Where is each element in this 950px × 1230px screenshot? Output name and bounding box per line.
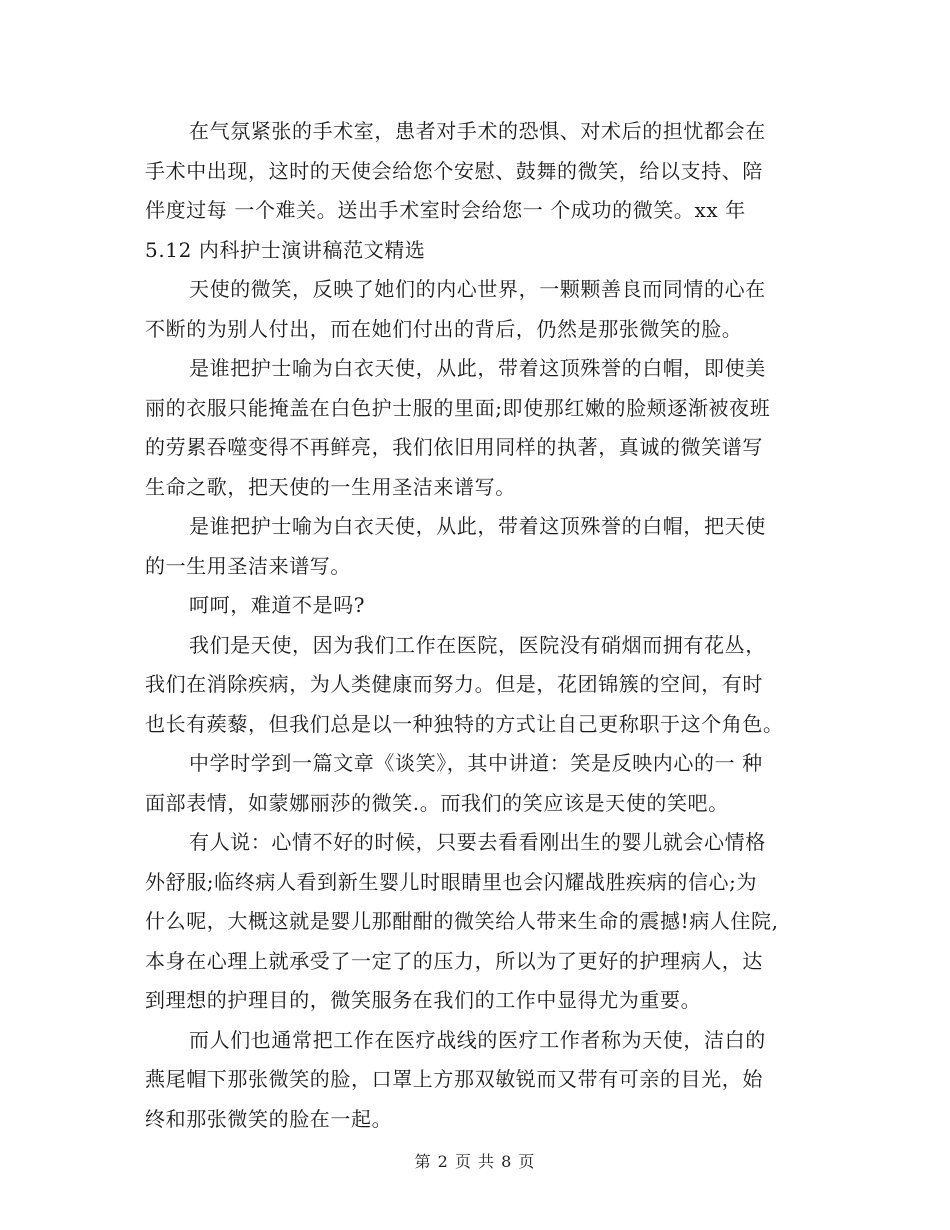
text-line: 生命之歌，把天使的一生用圣洁来谱写。: [145, 474, 516, 499]
text-line: 呵呵，难道不是吗?: [189, 593, 366, 617]
section-title-line: 5.12 内科护士演讲稿范文精选: [145, 237, 426, 262]
text-line: 外舒服;临终病人看到新生婴儿时眼睛里也会闪耀战胜疾病的信心;为: [145, 869, 758, 894]
text-line: 燕尾帽下那张微笑的脸，口罩上方那双敏锐而又带有可亲的目光，始: [145, 1067, 763, 1091]
text-line: 的劳累吞噬变得不再鲜亮，我们依旧用同样的执著，真诚的微笑谱写: [145, 435, 763, 459]
text-line: 的一生用圣洁来谱写。: [145, 553, 351, 578]
text-line: 我们在消除疾病，为人类健康而努力。但是，花团锦簇的空间，有时: [145, 672, 763, 696]
text-line: 我们是天使，因为我们工作在医院，医院没有硝烟而拥有花丛，: [189, 632, 766, 657]
text-line: 伴度过每 一个难关。送出手术室时会给您一 个成功的微笑。xx 年: [145, 198, 746, 222]
document-body: [145, 112, 815, 1139]
text-line: 天使的微笑，反映了她们的内心世界，一颗颗善良而同情的心在: [189, 277, 766, 301]
page-number-footer: 第 2 页 共 8 页: [414, 1152, 536, 1171]
text-line: 手术中出现，这时的天使会给您个安慰、鼓舞的微笑，给以支持、陪: [145, 158, 763, 183]
text-line: 有人说：心情不好的时候，只要去看看刚出生的婴儿就会心情格: [189, 830, 766, 854]
text-line: 本身在心理上就承受了一定了的压力，所以为了更好的护理病人，达: [145, 948, 763, 973]
text-line: 是谁把护士喻为白衣天使，从此，带着这顶殊誉的白帽，即使美: [189, 356, 766, 380]
text-line: 在气氛紧张的手术室，患者对手术的恐惧、对术后的担忧都会在: [189, 119, 766, 143]
text-line: 什么呢，大概这就是婴儿那酣酣的微笑给人带来生命的震撼!病人住院,: [145, 909, 779, 933]
text-line: 不断的为别人付出，而在她们付出的背后，仍然是那张微笑的脸。: [145, 316, 743, 341]
text-line: 面部表情，如蒙娜丽莎的微笑.。而我们的笑应该是天使的笑吧。: [145, 790, 729, 815]
text-line: 终和那张微笑的脸在一起。: [145, 1106, 393, 1131]
text-line: 中学时学到一篇文章《谈笑》，其中讲道：笑是反映内心的一 种: [189, 751, 763, 775]
text-line: 是谁把护士喻为白衣天使，从此，带着这顶殊誉的白帽，把天使: [189, 514, 766, 538]
text-line: 丽的衣服只能掩盖在白色护士服的里面;即使那红嫩的脸颊逐渐被夜班: [145, 395, 771, 420]
text-line: 到理想的护理目的，微笑服务在我们的工作中显得尤为重要。: [145, 988, 702, 1012]
text-line: 而人们也通常把工作在医疗战线的医疗工作者称为天使，洁白的: [189, 1027, 766, 1052]
text-line: 也长有蒺藜，但我们总是以一种独特的方式让自己更称职于这个角色。: [145, 711, 784, 736]
